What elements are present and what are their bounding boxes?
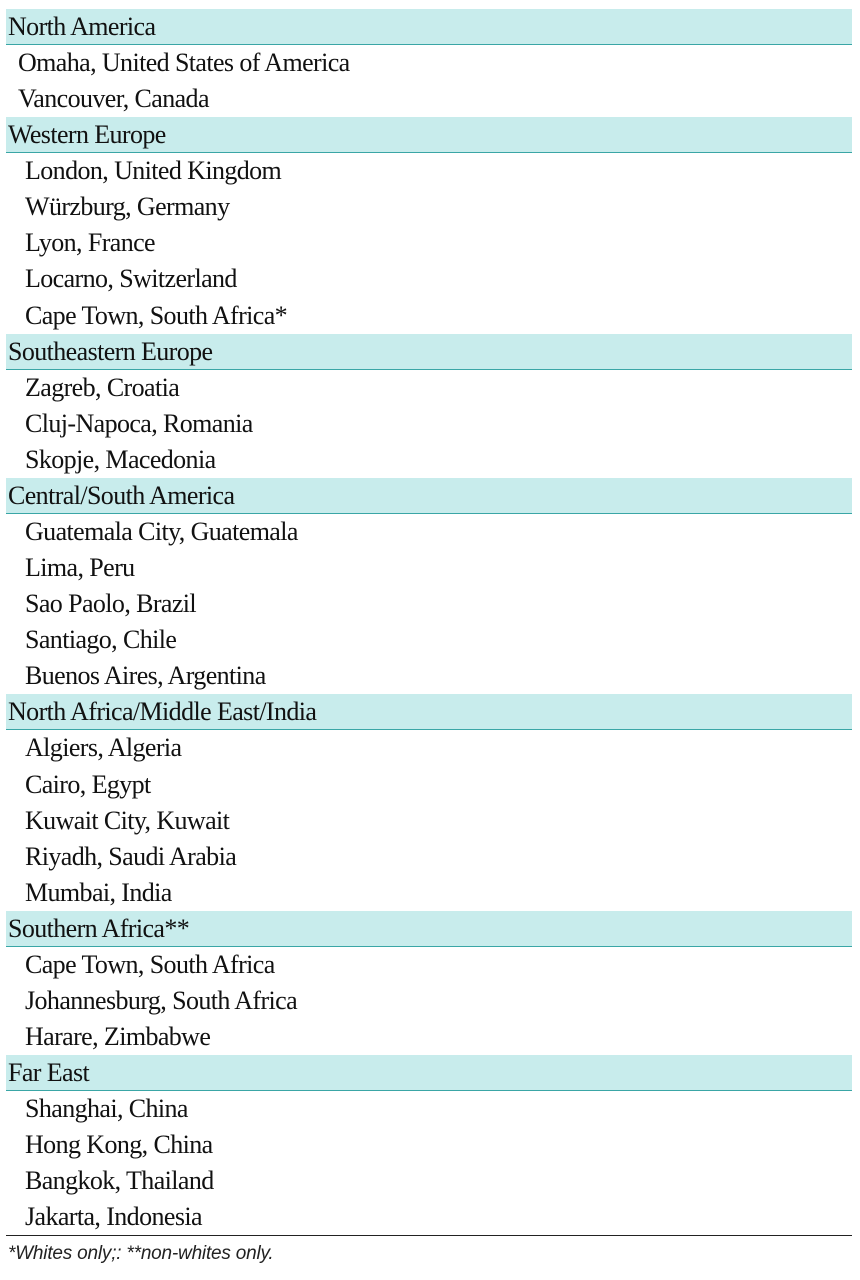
city-row: Johannesburg, South Africa (25, 985, 298, 1015)
city-row: Skopje, Macedonia (25, 444, 216, 474)
city-row: Omaha, United States of America (18, 48, 350, 77)
city-row: Lyon, France (25, 228, 155, 258)
footnote: *Whites only;: **non-whites only. (8, 1243, 274, 1264)
city-row: Cairo, Egypt (25, 769, 151, 799)
city-row: Sao Paolo, Brazil (25, 589, 197, 619)
city-row: Lima, Peru (25, 553, 135, 583)
region-header: Central/South America (6, 478, 852, 514)
city-row: Cluj-Napoca, Romania (25, 408, 253, 438)
city-row: Santiago, Chile (25, 625, 177, 655)
table-bottom-rule (6, 1235, 852, 1236)
region-header: North America (6, 9, 852, 45)
city-row: Kuwait City, Kuwait (25, 805, 230, 835)
region-header: Far East (6, 1055, 852, 1091)
city-row: Algiers, Algeria (25, 733, 182, 763)
region-header: Southeastern Europe (6, 334, 852, 370)
city-row: Zagreb, Croatia (25, 372, 180, 402)
city-row: Hong Kong, China (25, 1130, 213, 1160)
city-row: Guatemala City, Guatemala (25, 516, 298, 546)
city-row: Harare, Zimbabwe (25, 1022, 211, 1052)
city-row: Mumbai, India (25, 877, 172, 907)
region-header: Western Europe (6, 117, 852, 153)
city-row: Cape Town, South Africa* (25, 300, 288, 330)
city-row: Locarno, Switzerland (25, 264, 237, 294)
region-header: Southern Africa** (6, 911, 852, 947)
city-row: London, United Kingdom (25, 156, 282, 186)
city-row: Cape Town, South Africa (25, 949, 275, 979)
city-row: Jakarta, Indonesia (25, 1202, 202, 1232)
city-row: Riyadh, Saudi Arabia (25, 841, 237, 871)
city-row: Würzburg, Germany (25, 192, 230, 222)
locations-table (6, 9, 852, 1236)
city-row: Bangkok, Thailand (25, 1166, 214, 1196)
city-row: Vancouver, Canada (18, 84, 209, 114)
city-row: Buenos Aires, Argentina (25, 661, 266, 691)
city-row: Shanghai, China (25, 1094, 188, 1124)
region-header: North Africa/Middle East/India (6, 694, 852, 730)
